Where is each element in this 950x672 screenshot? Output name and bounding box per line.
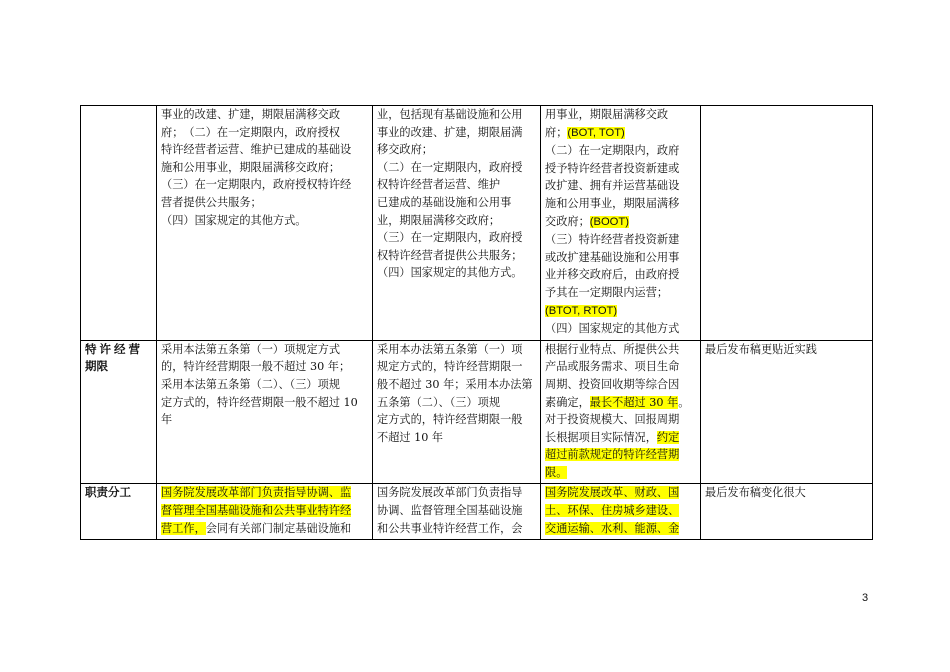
text-line: 周期、投资回收期等综合因 xyxy=(545,377,680,391)
table-row-responsibilities xyxy=(81,484,873,540)
text-line: 权特许经营者运营、维护 xyxy=(377,178,501,192)
text-line: 特许经营者运营、维护已建成的基础设 xyxy=(161,143,352,157)
text-line: 的，特许经营期限一般不超过 30 年； xyxy=(161,360,351,374)
page-number: 3 xyxy=(862,592,869,604)
text-line: （四）国家规定的其他方式 xyxy=(545,322,680,336)
cell-final-measures-responsibilities xyxy=(541,484,701,540)
highlight-span: 交通运输、水利、能源、金 xyxy=(545,521,680,535)
text-line: （三）在一定期限内，政府授 xyxy=(377,231,523,245)
text-span: 会同有关部门制定基础设施和 xyxy=(205,521,352,535)
text-line xyxy=(545,484,696,502)
text-span: 交政府； xyxy=(545,214,590,228)
text-line: （三）特许经营者投资新建 xyxy=(545,233,680,247)
text-line xyxy=(545,502,696,520)
text-line: 和公共事业特许经营工作，会 xyxy=(377,521,523,535)
text-line xyxy=(545,429,696,447)
text-line: 般不超过 30 年；采用本办法第 xyxy=(377,377,533,391)
cell-remark-responsibilities: 最后发布稿变化很大 xyxy=(701,484,873,540)
cell-final-measures-term xyxy=(541,340,701,484)
text-line: 产品或服务需求、项目生命 xyxy=(545,360,680,374)
highlight-span: 国务院发展改革、财政、国 xyxy=(545,486,680,500)
text-line: 予其在一定期限内运营； xyxy=(545,285,669,299)
cell-draft-measures-term xyxy=(373,340,541,484)
highlight-max-30-years: 最长不超过 30 年 xyxy=(589,395,679,409)
text-line: 改扩建、拥有并运营基础设 xyxy=(545,179,680,193)
table-row-concession-term xyxy=(81,340,873,484)
highlight-span: 督管理全国基础设施和公共事业特许经 xyxy=(161,504,352,518)
text-line: 授予特许经营者投资新建或 xyxy=(545,161,680,175)
text-line: 用事业，期限届满移交政 xyxy=(545,108,669,121)
text-line: 营者提供公共服务； xyxy=(161,195,262,209)
text-line: 权特许经营者提供公共服务； xyxy=(377,248,523,262)
text-line: 采用本法第五条第（二）、（三）项规 xyxy=(161,377,340,391)
label-line: 特许经营 xyxy=(85,341,143,356)
text-line xyxy=(545,394,696,412)
text-line: 或改扩建基础设施和公用事 xyxy=(545,250,680,264)
text-line: 府； （二）在一定期限内，政府授权 xyxy=(161,125,340,139)
text-span: 府； xyxy=(545,125,568,139)
text-line: （三）在一定期限内，政府授权特许经 xyxy=(161,178,352,192)
text-line: 业，包括现有基础设施和公用 xyxy=(377,108,523,121)
cell-draft-measures-responsibilities xyxy=(373,484,541,540)
highlight-btot-rtot: (BTOT, RTOT) xyxy=(545,304,618,317)
text-line: 施和公用事业，期限届满移交政府； xyxy=(161,160,341,174)
text-line: 根据行业特点、所提供公共 xyxy=(545,342,680,356)
highlight-span: 营工作， xyxy=(161,521,206,535)
cell-draft-law-responsibilities xyxy=(157,484,373,540)
row-label-empty xyxy=(81,106,157,341)
text-line: 业并移交政府后，由政府授 xyxy=(545,268,680,282)
text-line xyxy=(161,484,368,502)
cell-final-measures-modes xyxy=(541,106,701,341)
row-label-concession-term xyxy=(81,340,157,484)
text-line: 事业的改建、扩建，期限届满移交政 xyxy=(161,108,341,121)
text-line: 不超过 10 年 xyxy=(377,430,444,444)
text-line: 采用本办法第五条第（一）项 xyxy=(377,342,523,356)
label-line: 期限 xyxy=(85,359,108,374)
text-line: 年 xyxy=(161,413,173,427)
highlight-bot-tot: (BOT, TOT) xyxy=(567,126,625,139)
text-line xyxy=(545,446,696,464)
text-line: 五条第（二）、（三）项规 xyxy=(377,395,501,409)
cell-remark-modes xyxy=(701,106,873,341)
text-line: （二）在一定期限内，政府 xyxy=(545,144,680,158)
text-line: 定方式的，特许经营期限一般 xyxy=(377,413,523,427)
text-span: 。 xyxy=(678,395,690,409)
highlight-boot: (BOOT) xyxy=(589,215,629,228)
row-label-responsibilities: 职责分工 xyxy=(81,484,157,540)
text-line xyxy=(161,520,368,538)
text-line xyxy=(545,302,696,321)
text-line: （四）国家规定的其他方式。 xyxy=(161,213,307,227)
table-row-operation-modes xyxy=(81,106,873,341)
text-span: 长根据项目实际情况， xyxy=(545,430,657,444)
text-line: （四）国家规定的其他方式。 xyxy=(377,266,523,280)
text-line: （二）在一定期限内，政府授 xyxy=(377,160,523,174)
text-line: 业，期限届满移交政府； xyxy=(377,213,501,227)
highlight-exceed-term: 超过前款规定的特许经营期 xyxy=(545,448,680,462)
cell-remark-term: 最后发布稿更贴近实践 xyxy=(701,340,873,484)
text-line: 已建成的基础设施和公用事 xyxy=(377,195,512,209)
cell-draft-law-modes xyxy=(157,106,373,341)
highlight-term-end: 限。 xyxy=(545,465,568,479)
text-line: 规定方式的，特许经营期限一 xyxy=(377,360,523,374)
text-line: 采用本法第五条第（一）项规定方式 xyxy=(161,342,341,356)
highlight-agreed: 约定 xyxy=(656,430,680,444)
text-line: 移交政府； xyxy=(377,143,433,157)
text-line: 定方式的，特许经营期限一般不超过 10 xyxy=(161,395,358,409)
text-line: 施和公用事业，期限届满移 xyxy=(545,196,680,210)
text-line: 国务院发展改革部门负责指导 xyxy=(377,486,523,500)
text-line xyxy=(545,124,696,143)
text-line xyxy=(545,464,696,482)
cell-draft-law-term xyxy=(157,340,373,484)
text-line: 协调、监督管理全国基础设施 xyxy=(377,504,523,518)
text-span: 素确定， xyxy=(545,395,590,409)
highlight-span: 国务院发展改革部门负责指导协调、监 xyxy=(161,486,352,500)
text-line xyxy=(545,213,696,232)
text-line: 事业的改建、扩建，期限届满 xyxy=(377,125,523,139)
comparison-table xyxy=(80,105,873,540)
highlight-span: 土、环保、住房城乡建设、 xyxy=(545,504,680,518)
text-line xyxy=(161,502,368,520)
text-line: 对于投资规模大、回报周期 xyxy=(545,413,680,427)
text-line xyxy=(545,520,696,538)
cell-draft-measures-modes xyxy=(373,106,541,341)
